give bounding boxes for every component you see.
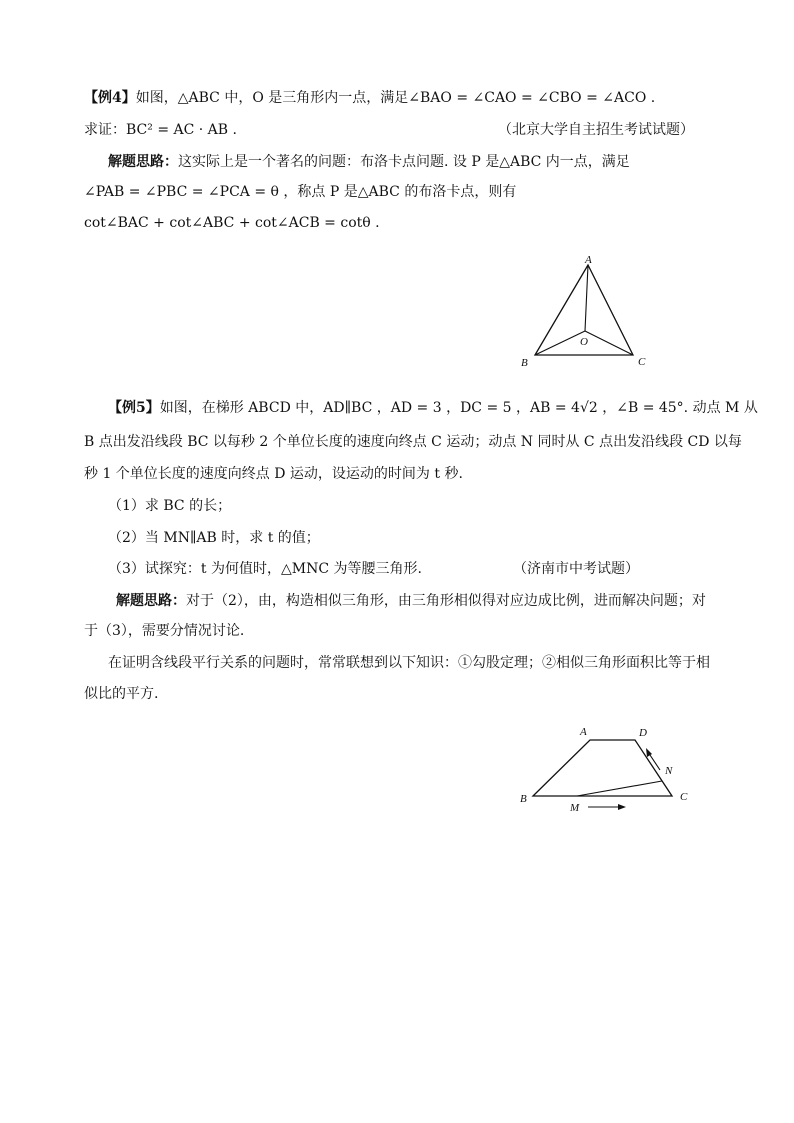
arrow-m-head [618, 804, 626, 810]
label-n: N [665, 765, 673, 777]
example-4-statement [84, 88, 655, 108]
label-d: D [639, 727, 647, 739]
example-5-text-1: 如图，在梯形 ABCD 中，AD∥BC ，AD = 3 ，DC = 5 ，AB = 4√2 ，∠B = 45°. 动点 M 从 [159, 400, 758, 416]
label-c: C [680, 791, 688, 803]
trapezoid-figure [510, 720, 710, 820]
example-5-label: 【例5】 [108, 400, 160, 416]
label-b: B [520, 793, 527, 805]
example-5-idea-line-1 [116, 591, 706, 611]
example-4-formula: cot∠BAC + cot∠ABC + cot∠ACB = cotθ . [84, 215, 380, 231]
example-5-line-3: 秒 1 个单位长度的速度向终点 D 运动，设运动的时间为 t 秒. [84, 466, 463, 482]
example-5-idea-label: 解题思路： [116, 593, 186, 609]
label-b: B [521, 357, 528, 369]
example-5-line-2: B 点出发沿线段 BC 以每秒 2 个单位长度的速度向终点 C 运动；动点 N 同时从 C 点出发沿线段 CD 以每 [84, 434, 742, 450]
example-5-idea-text-1: 对于（2），由，构造相似三角形，由三角形相似得对应边成比例，进而解决问题；对 [186, 593, 706, 609]
label-a: A [585, 254, 592, 266]
example-4-label: 【例4】 [84, 90, 136, 106]
example-4-idea-label: 解题思路： [108, 154, 178, 170]
example-4-text: 如图，△ABC 中，O 是三角形内一点，满足∠BAO = ∠CAO = ∠CBO = ∠ACO . [135, 90, 656, 106]
note-line-2: 似比的平方. [84, 686, 159, 702]
segment-mn [577, 781, 662, 796]
label-o: O [580, 336, 588, 348]
question-3: （3）试探究：t 为何值时，△MNC 为等腰三角形. [108, 561, 422, 577]
question-1: （1）求 BC 的长； [108, 498, 232, 514]
example-4-idea-line-1 [108, 152, 630, 172]
example-4-idea-line-2: ∠PAB = ∠PBC = ∠PCA = θ ，称点 P 是△ABC 的布洛卡点，则有 [84, 184, 517, 200]
example-5-idea-line-2: 于（3），需要分情况讨论. [84, 623, 245, 639]
segment-ao [585, 265, 588, 331]
example-4-prove: 求证：BC² = AC · AB . [84, 122, 237, 138]
label-c: C [638, 356, 646, 368]
label-m: M [570, 802, 580, 814]
trapezoid-abcd [533, 740, 672, 796]
question-2: （2）当 MN∥AB 时，求 t 的值； [108, 530, 320, 546]
segment-co [585, 331, 633, 355]
example-4-source: （北京大学自主招生考试试题） [498, 122, 694, 138]
note-line-1: 在证明含线段平行关系的问题时，常常联想到以下知识：①勾股定理；②相似三角形面积比等于相 [108, 655, 710, 671]
example-5-source: （济南市中考试题） [513, 561, 639, 577]
arrow-n-head [646, 748, 652, 757]
example-5-line-1 [108, 398, 758, 418]
label-a: A [580, 726, 587, 738]
triangle-figure [500, 248, 670, 373]
example-4-idea-text-1: 这实际上是一个著名的问题：布洛卡点问题. 设 P 是△ABC 内一点，满足 [178, 154, 630, 170]
